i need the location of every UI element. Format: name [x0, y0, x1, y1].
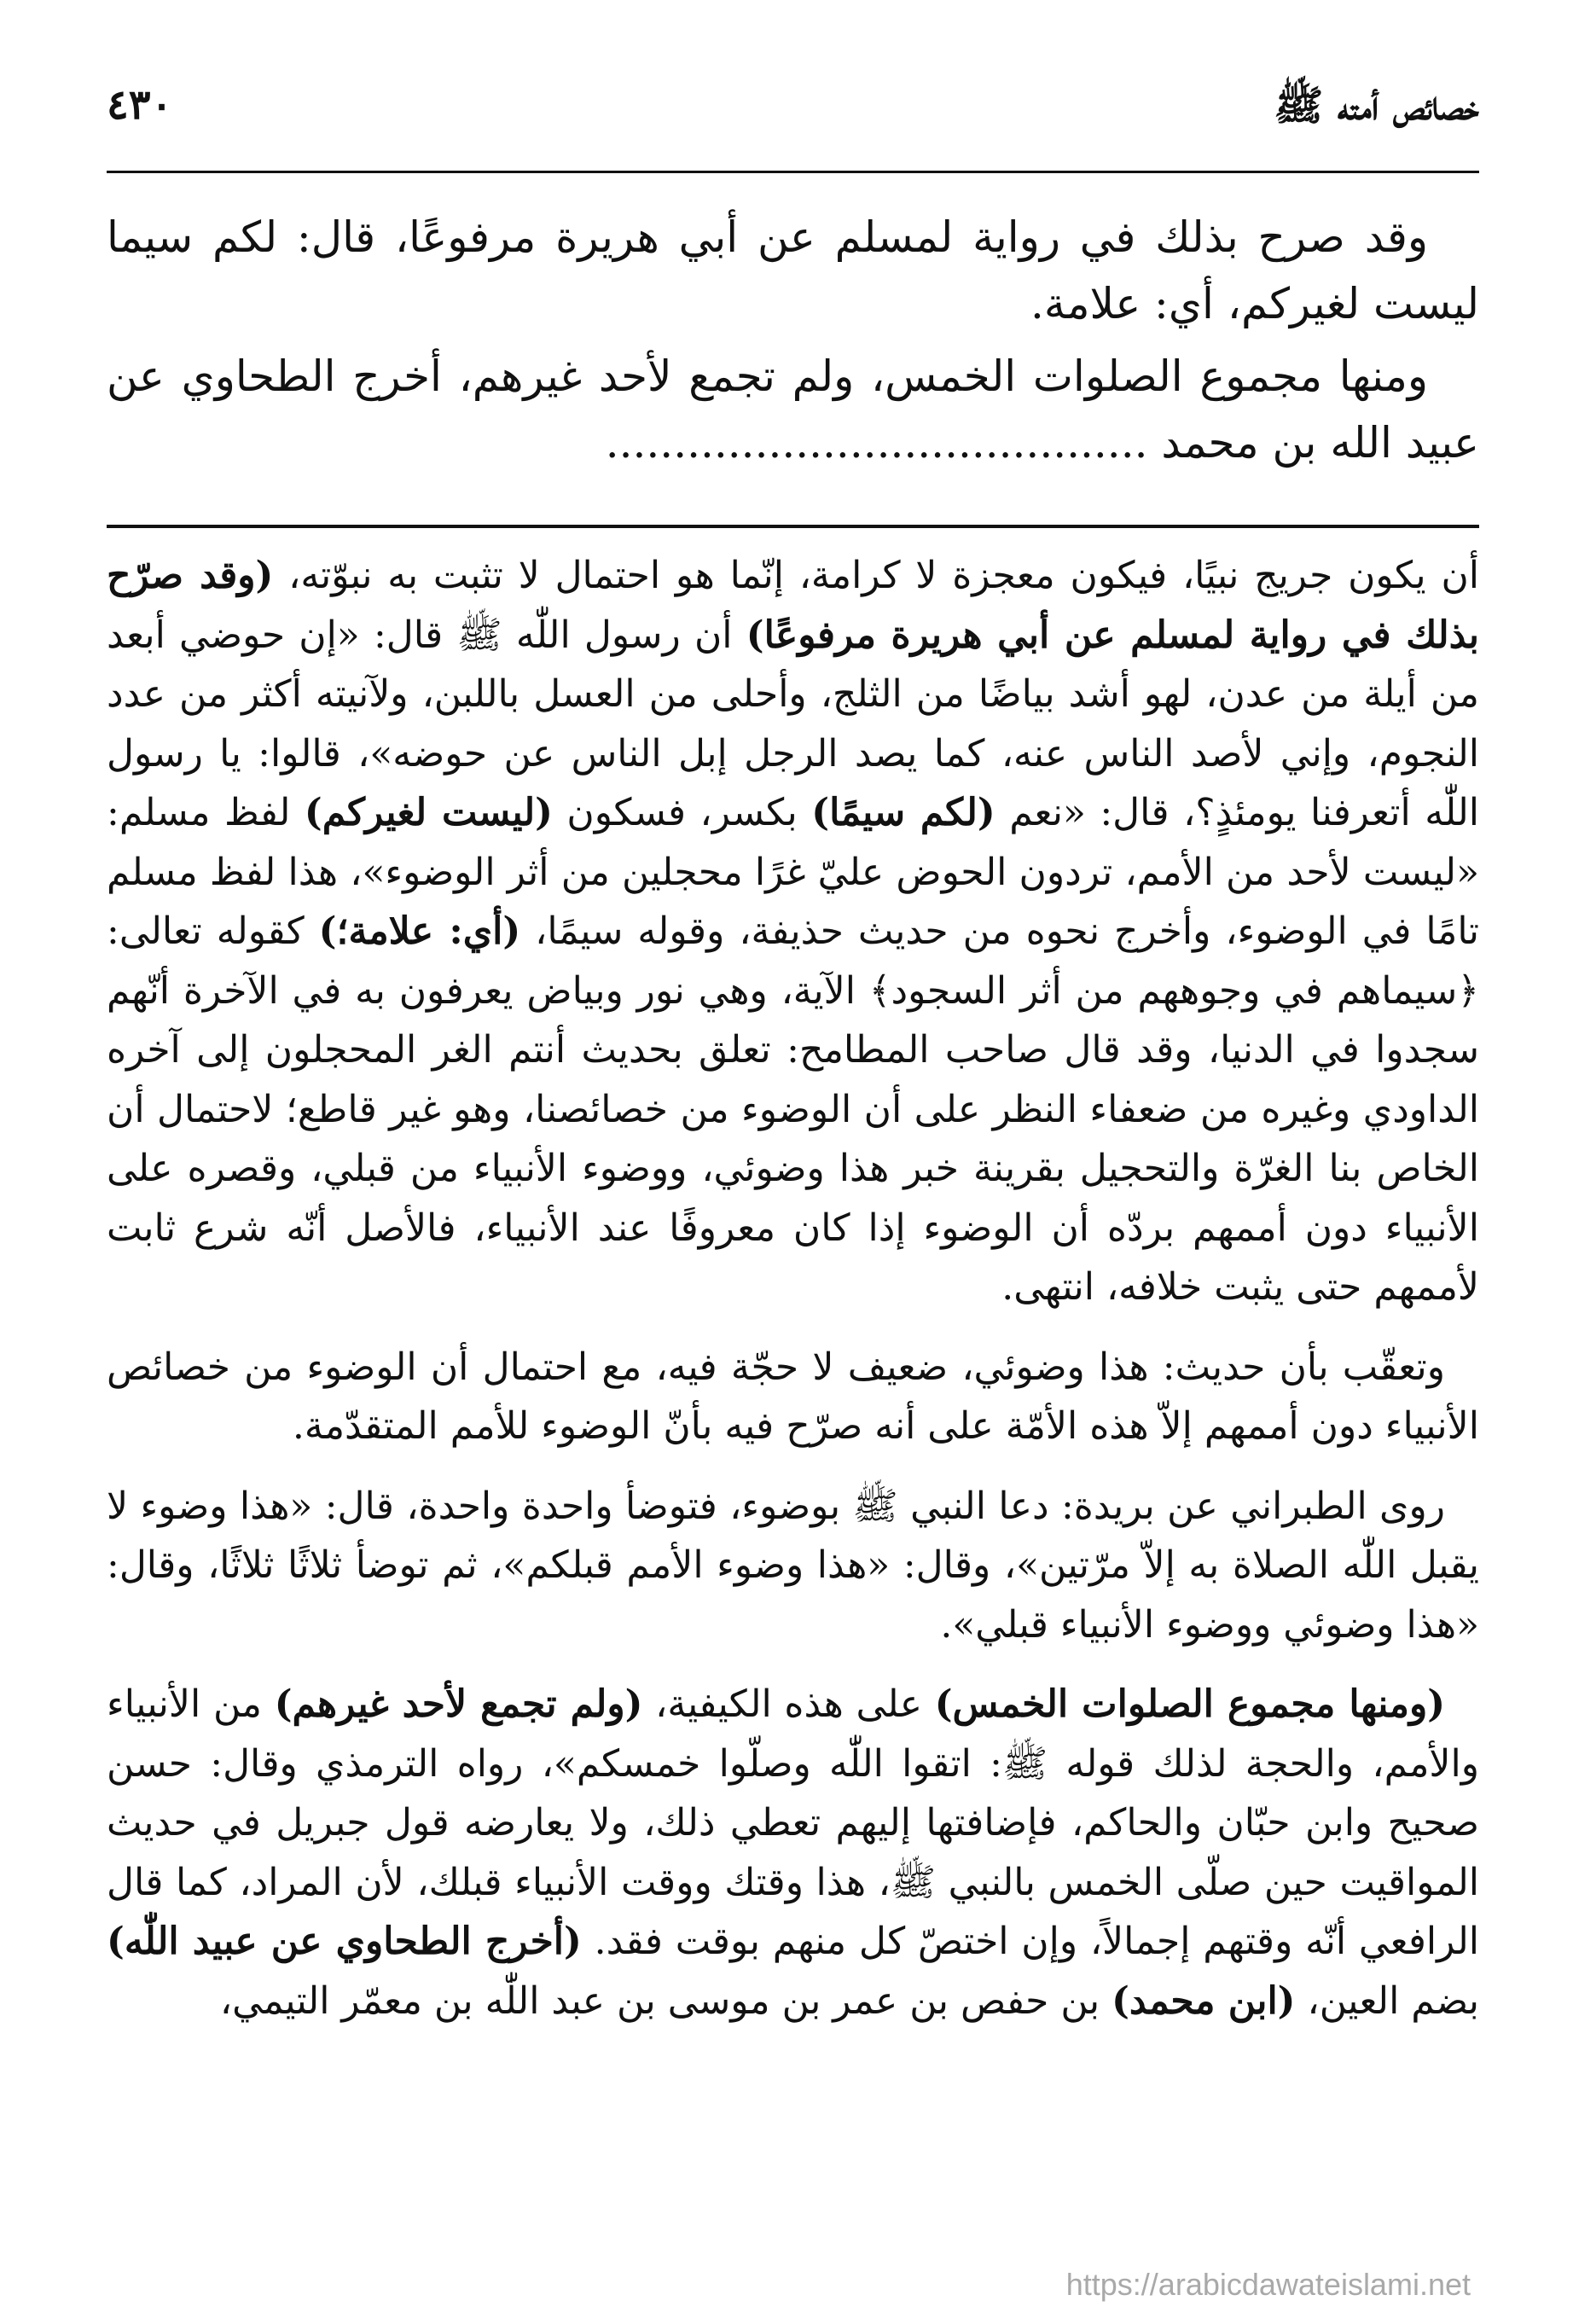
- quoted-phrase: (ومنها مجموع الصلوات الخمس): [934, 1682, 1446, 1727]
- commentary-divider: [107, 525, 1479, 528]
- quoted-phrase: (أي: علامة؛): [318, 909, 521, 954]
- page-header: [107, 73, 1479, 166]
- commentary-paragraph: [107, 546, 1479, 1317]
- main-text-paragraph: [107, 344, 1479, 476]
- continuation-dots: ........................................: [605, 417, 1148, 468]
- commentary-text: أن يكون جريج نبيًا، فيكون معجزة لا كرامة، إنّما هو احتمال لا تثبت به نبوّته،: [273, 554, 1479, 597]
- page-number: ٤٣٠: [107, 81, 173, 129]
- commentary-paragraph: وتعقّب بأن حديث: هذا وضوئي، ضعيف لا حجّة فيه، مع احتمال أن الوضوء من خصائص الأنبياء دون أممهم إلاّ هذه الأمّة على أنه صرّح فيه بأنّ الوضوء للأمم المتقدّمة.: [107, 1345, 1479, 1449]
- commentary-text: بكسر، فسكون: [552, 791, 812, 835]
- quoted-phrase: (أخرج الطحاوي عن عبيد اللّٰه): [107, 1920, 582, 1964]
- chapter-title: خصائص أمته ﷺ: [1274, 82, 1479, 130]
- commentary-paragraph: روى الطبراني عن بريدة: دعا النبي ﷺ بوضوء، فتوضأ واحدة واحدة، قال: «هذا وضوء لا يقبل اللّٰه الصلاة به إلاّ مرّتين»، وقال: «هذا وضوء الأمم قبلكم»، ثم توضأ ثلاثًا ثلاثًا، وقال: «هذا وضوئي ووضوء الأنبياء قبلي».: [107, 1484, 1479, 1647]
- quoted-phrase: (ولم تجمع لأحد غيرهم): [274, 1682, 643, 1727]
- commentary-text: من الأنبياء والأمم، والحجة لذلك قوله ﷺ: اتقوا اللّٰه وصلّوا خمسكم»، رواه الترمذي وقال: حسن صحيح وابن حبّان والحاكم، فإضافتها إليهم تعطي ذلك، ولا يعارضه قول جبريل في حديث المواقيت حين صلّى الخمس بالنبي ﷺ، هذا وقتك ووقت الأنبياء قبلك، لأن المراد، كما قال الرافعي أنّه وقتهم إجمالاً، وإن اختصّ كل منهم بوقت فقد.: [107, 1682, 1479, 1964]
- quoted-phrase: (لكم سيمًا): [811, 791, 995, 835]
- commentary-text: لفظ مسلم: «ليست لأحد من الأمم، تردون الحوض عليّ غرًا محجلين من أثر الوضوء»، هذا لفظ مسلم تامًا في الوضوء، وأخرج نحوه من حديث حذيفة، وقوله سيمًا،: [107, 791, 1480, 954]
- header-divider: [107, 171, 1479, 173]
- main-text-line: ومنها مجموع الصلوات الخمس، ولم تجمع لأحد غيرهم، أخرج الطحاوي عن عبيد الله بن محمد: [107, 352, 1479, 468]
- quoted-phrase: (ابن محمد): [1112, 1978, 1296, 2023]
- quoted-phrase: (ليست لغيركم): [304, 791, 553, 835]
- main-text: [107, 205, 1479, 483]
- main-text-paragraph: وقد صرح بذلك في رواية لمسلم عن أبي هريرة مرفوعًا، قال: لكم سيما ليست لغيركم، أي: علامة.: [107, 212, 1479, 328]
- quoted-phrase: (وقد صرّح بذلك في رواية لمسلم عن أبي هريرة مرفوعًا): [107, 554, 1479, 657]
- commentary-paragraph: [107, 1675, 1479, 2031]
- commentary: [107, 546, 1479, 2247]
- commentary-text: أن رسول اللّٰه ﷺ قال: «إن حوضي أبعد من أيلة من عدن، لهو أشد بياضًا من الثلج، وأحلى من العسل باللبن، ولآنيته أكثر من عدد النجوم، وإني لأصد الناس عنه، كما يصد الرجل إبل الناس عن حوضه»، قالوا: يا رسول اللّٰه أتعرفنا يومئذٍ؟، قال: «نعم: [107, 613, 1479, 835]
- commentary-text: بضم العين،: [1295, 1978, 1479, 2023]
- commentary-text: على هذه الكيفية،: [642, 1682, 935, 1727]
- commentary-text: بن حفص بن عمر بن موسى بن عبد اللّٰه بن معمّر التيمي،: [219, 1978, 1112, 2023]
- source-watermark: https://arabicdawateislami.net: [1065, 2267, 1471, 2302]
- commentary-text: كقوله تعالى: ﴿سيماهم في وجوههم من أثر السجود﴾ الآية، وهي نور وبياض يعرفون به في الآخرة أنّهم سجدوا في الدنيا، وقد قال صاحب المطامح: تعلق بحديث أنتم الغر المحجلون إلى آخره الداودي وغيره من ضعفاء النظر على أن الوضوء من خصائصنا، وهو غير قاطع؛ لاحتمال أن الخاص بنا الغرّة والتحجيل بقرينة خبر هذا وضوئي، ووضوء الأنبياء من قبلي، وقصره على الأنبياء دون أممهم بردّه أن الوضوء إذا كان معروفًا عند الأنبياء، فالأصل أنّه شرع ثابت لأممهم حتى يثبت خلافه، انتهى.: [107, 909, 1479, 1310]
